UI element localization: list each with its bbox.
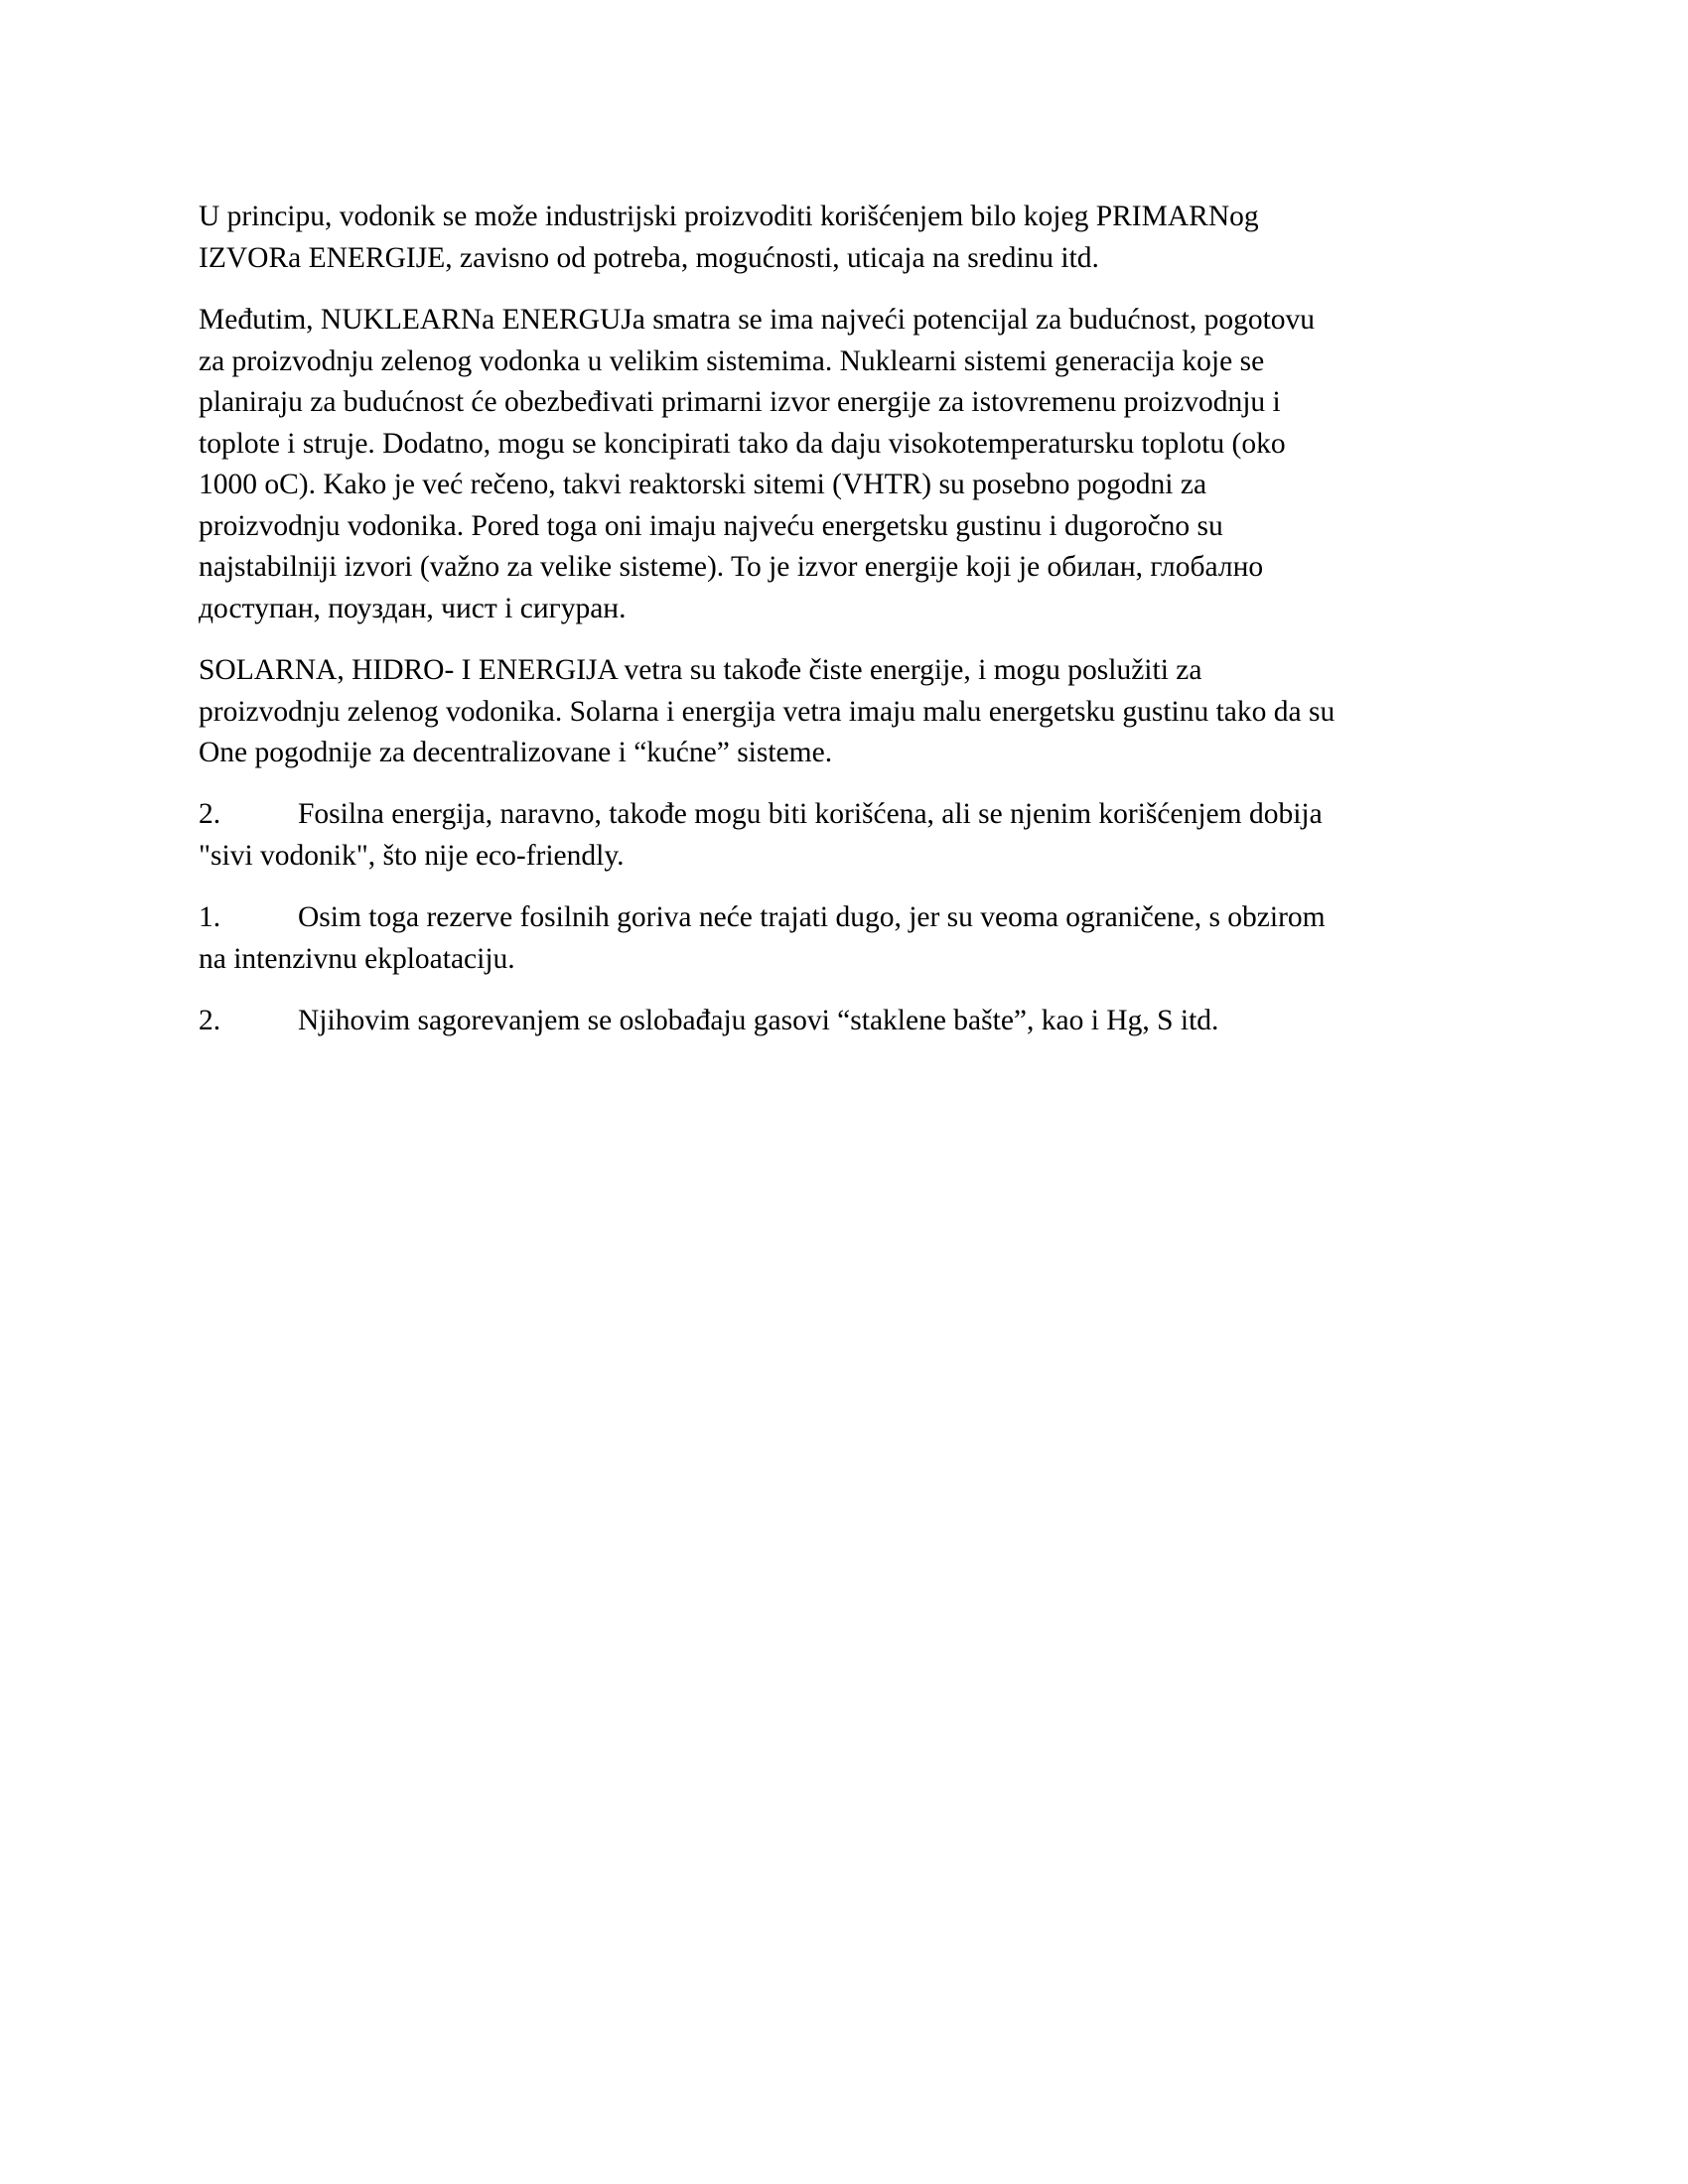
list-text: Njihovim sagorevanjem se oslobađaju gasovi “staklene bašte”, kao i Hg, S itd. bbox=[298, 1005, 1219, 1036]
paragraph-nuclear bbox=[199, 300, 1509, 629]
list-item bbox=[199, 897, 1509, 980]
text-line: 1000 oC). Kako je već rečeno, takvi reaktorski sitemi (VHTR) su posebno pogodni za bbox=[199, 469, 1207, 500]
list-number: 2. bbox=[199, 798, 221, 830]
list-text: Fosilna energija, naravno, takođe mogu biti korišćena, ali se njenim korišćenjem dobija bbox=[298, 798, 1323, 830]
paragraph-intro bbox=[199, 197, 1509, 279]
text-line: planiraju za budućnost će obezbeđivati primarni izvor energije za istovremenu proizvodnju i bbox=[199, 386, 1281, 418]
list-number: 1. bbox=[199, 901, 221, 933]
text-line bbox=[199, 1001, 1509, 1042]
text-line: proizvodnju zelenog vodonika. Solarna i energija vetra imaju malu energetsku gustinu tako da su bbox=[199, 695, 1336, 728]
paragraph-solar bbox=[199, 650, 1509, 774]
list-text: Osim toga rezerve fosilnih goriva neće trajati dugo, jer su veoma ograničene, s obzirom bbox=[298, 901, 1326, 933]
list-number: 2. bbox=[199, 1005, 221, 1036]
text-line bbox=[199, 794, 1509, 836]
text-line: IZVORa ENERGIJE, zavisno od potreba, mogućnosti, uticaja na sredinu itd. bbox=[199, 241, 1099, 274]
text-line: na intenzivnu ekploataciju. bbox=[199, 942, 515, 975]
text-line: proizvodnju vodonika. Pored toga oni imaju najveću energetsku gustinu i dugoročno su bbox=[199, 509, 1223, 542]
text-line bbox=[199, 897, 1509, 939]
text-line: Međutim, NUKLEARNa ENERGUJa smatra se ima najveći potencijal za budućnost, pogotovu bbox=[199, 304, 1316, 336]
text-line: toplote i struje. Dodatno, mogu se koncipirati tako da daju visokotemperatursku toplotu (oko bbox=[199, 427, 1286, 460]
list-item bbox=[199, 1001, 1509, 1042]
text-line: One pogodnije za decentralizovane i “kućne” sisteme. bbox=[199, 737, 833, 768]
text-line: SOLARNA, HIDRO- I ENERGIJA vetra su takođe čiste energije, i mogu poslužiti za bbox=[199, 654, 1202, 686]
text-line: U principu, vodonik se može industrijski proizvoditi korišćenjem bilo kojeg PRIMARNog bbox=[199, 201, 1259, 232]
text-line: "sivi vodonik", što nije eco-friendly. bbox=[199, 839, 625, 872]
list-item bbox=[199, 794, 1509, 877]
text-line: najstabilniji izvori (važno za velike sisteme). To je izvor energije koji je обилан, глобално bbox=[199, 551, 1264, 583]
text-line: za proizvodnju zelenog vodonka u velikim sistemima. Nuklearni sistemi generacija koje se bbox=[199, 344, 1265, 377]
text-line: доступан, поуздан, чист і сигуран. bbox=[199, 592, 627, 624]
